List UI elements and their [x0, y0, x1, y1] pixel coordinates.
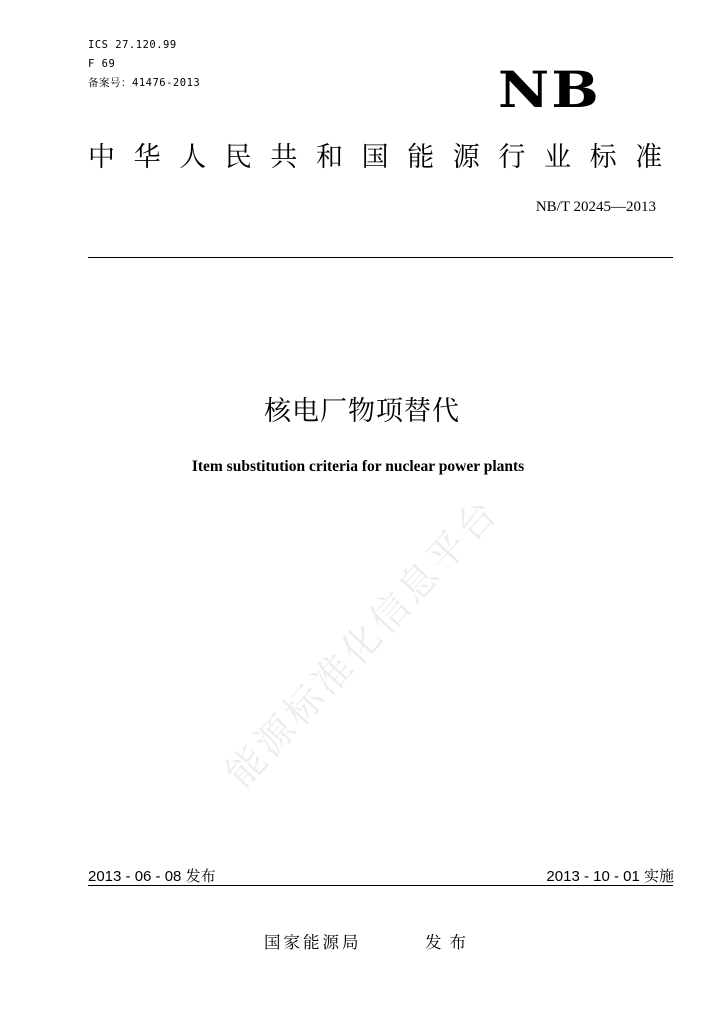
standard-title: 中华人民共和国能源行业标准: [88, 142, 681, 173]
standard-number: NB/T 20245—2013: [535, 199, 656, 215]
filing-number: 备案号：41476-2013: [88, 77, 201, 89]
issue-label: 发布: [425, 933, 474, 952]
top-divider: [88, 257, 673, 258]
nb-logo: NB: [498, 60, 602, 119]
issuing-authority: 国家能源局: [264, 933, 362, 952]
watermark: 能源标准化信息平台: [217, 489, 508, 796]
publish-date: 2013 - 06 - 08 发布: [88, 868, 216, 885]
bottom-divider: [88, 885, 673, 886]
document-title-cn: 核电厂物项替代: [264, 396, 460, 427]
category-code: F 69: [88, 58, 116, 70]
document-title-en: Item substitution criteria for nuclear power plants: [191, 458, 525, 475]
ics-code: ICS 27.120.99: [88, 39, 177, 51]
implementation-date: 2013 - 10 - 01 实施: [546, 868, 674, 885]
